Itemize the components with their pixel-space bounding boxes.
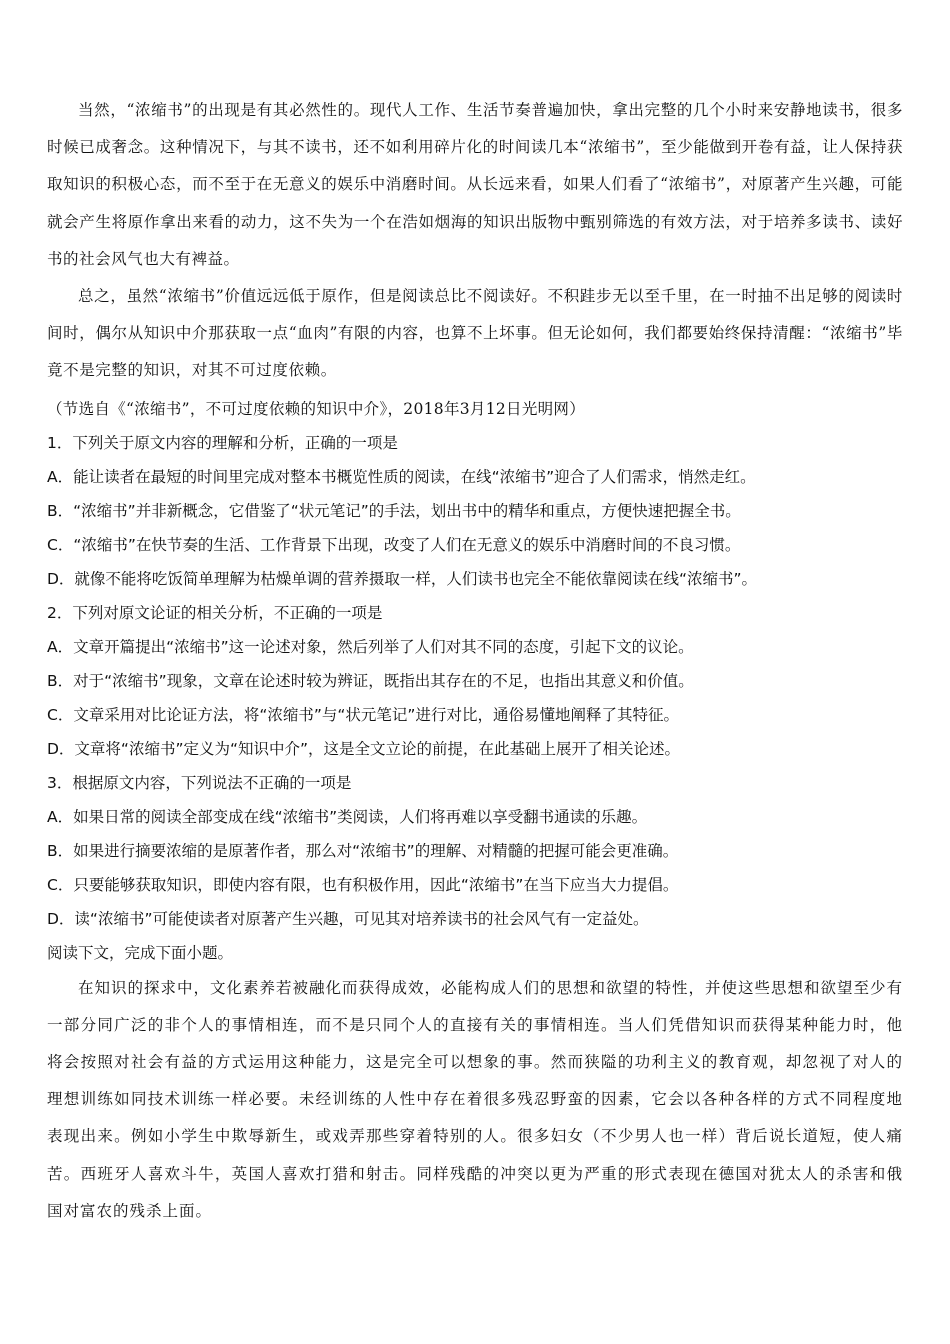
question-option: A．文章开篇提出“浓缩书”这一论述对象，然后列举了人们对其不同的态度，引起下文的议论。 bbox=[47, 637, 694, 656]
question-stem: 2．下列对原文论证的相关分析，不正确的一项是 bbox=[47, 603, 383, 622]
question-option: C．只要能够获取知识，即使内容有限，也有积极作用，因此“浓缩书”在当下应当大力提倡。 bbox=[47, 875, 679, 894]
passage-paragraph: 在知识的探求中，文化素养若被融化而获得成效，必能构成人们的思想和欲望的特性，并使这些思想和欲望至少有一部分同广泛的非个人的事情相连，而不是只同个人的直接有关的事情相连。当人们凭借知识而获得某种能力时，他将会按照对社会有益的方式运用这种能力，这是完全可以想象的事。然而狭隘的功利主义的教育观，却忽视了对人的理想训练如同技术训练一样必要。未经训练的人性中存在着很多残忍野蛮的因素，它会以各种各样的方式不同程度地表现出来。例如小学生中欺辱新生，或戏弄那些穿着特别的人。很多妇女（不少男人也一样）背后说长道短，使人痛苦。西班牙人喜欢斗牛，英国人喜欢打猎和射击。同样残酷的冲突以更为严重的形式表现在德国对犹太人的杀害和俄国对富农的残杀上面。 bbox=[47, 978, 904, 1220]
document-page bbox=[47, 92, 903, 1230]
question-option: B．对于“浓缩书”现象，文章在论述时较为辨证，既指出其存在的不足，也指出其意义和价值。 bbox=[47, 671, 694, 690]
question-option: C．文章采用对比论证方法，将“浓缩书”与“状元笔记”进行对比，通俗易懂地阐释了其特征。 bbox=[47, 705, 679, 724]
reading-instruction: 阅读下文，完成下面小题。 bbox=[47, 943, 234, 962]
question-option: A．能让读者在最短的时间里完成对整本书概览性质的阅读，在线“浓缩书”迎合了人们需求，悄然走红。 bbox=[47, 467, 756, 486]
question-3 bbox=[47, 766, 903, 936]
question-1 bbox=[47, 426, 903, 596]
question-stem: 1．下列关于原文内容的理解和分析，正确的一项是 bbox=[47, 433, 398, 452]
question-option: B．“浓缩书”并非新概念，它借鉴了“状元笔记”的手法，划出书中的精华和重点，方便快速把握全书。 bbox=[47, 501, 741, 520]
passage-paragraph: 总之，虽然“浓缩书”价值远远低于原作，但是阅读总比不阅读好。不积跬步无以至千里，在一时抽不出足够的阅读时间时，偶尔从知识中介那获取一点“血肉”有限的内容，也算不上坏事。但无论如何，我们都要始终保持清醒：“浓缩书”毕竟不是完整的知识，对其不可过度依赖。 bbox=[47, 287, 903, 380]
question-option: D．就像不能将吃饭简单理解为枯燥单调的营养摄取一样，人们读书也完全不能依靠阅读在线“浓缩书”。 bbox=[47, 569, 757, 588]
question-option: C．“浓缩书”在快节奏的生活、工作背景下出现，改变了人们在无意义的娱乐中消磨时间的不良习惯。 bbox=[47, 535, 741, 554]
question-stem: 3．根据原文内容，下列说法不正确的一项是 bbox=[47, 773, 352, 792]
question-option: A．如果日常的阅读全部变成在线“浓缩书”类阅读，人们将再难以享受翻书通读的乐趣。 bbox=[47, 807, 648, 826]
question-option: B．如果进行摘要浓缩的是原著作者，那么对“浓缩书”的理解、对精髓的把握可能会更准确。 bbox=[47, 841, 679, 860]
question-option: D．文章将“浓缩书”定义为“知识中介”，这是全文立论的前提，在此基础上展开了相关论述。 bbox=[47, 739, 681, 758]
question-2 bbox=[47, 596, 903, 766]
source-citation: （节选自《“浓缩书”，不可过度依赖的知识中介》，2018年3月12日光明网） bbox=[47, 399, 586, 418]
passage-paragraph: 当然，“浓缩书”的出现是有其必然性的。现代人工作、生活节奏普遍加快，拿出完整的几个小时来安静地读书，很多时候已成奢念。这种情况下，与其不读书，还不如利用碎片化的时间读几本“浓缩书”，至少能做到开卷有益，让人保持获取知识的积极心态，而不至于在无意义的娱乐中消磨时间。从长远来看，如果人们看了“浓缩书”，对原著产生兴趣，可能就会产生将原作拿出来看的动力，这不失为一个在浩如烟海的知识出版物中甄别筛选的有效方法，对于培养多读书、读好书的社会风气也大有裨益。 bbox=[47, 101, 903, 268]
question-option: D．读“浓缩书”可能使读者对原著产生兴趣，可见其对培养读书的社会风气有一定益处。 bbox=[47, 909, 649, 928]
